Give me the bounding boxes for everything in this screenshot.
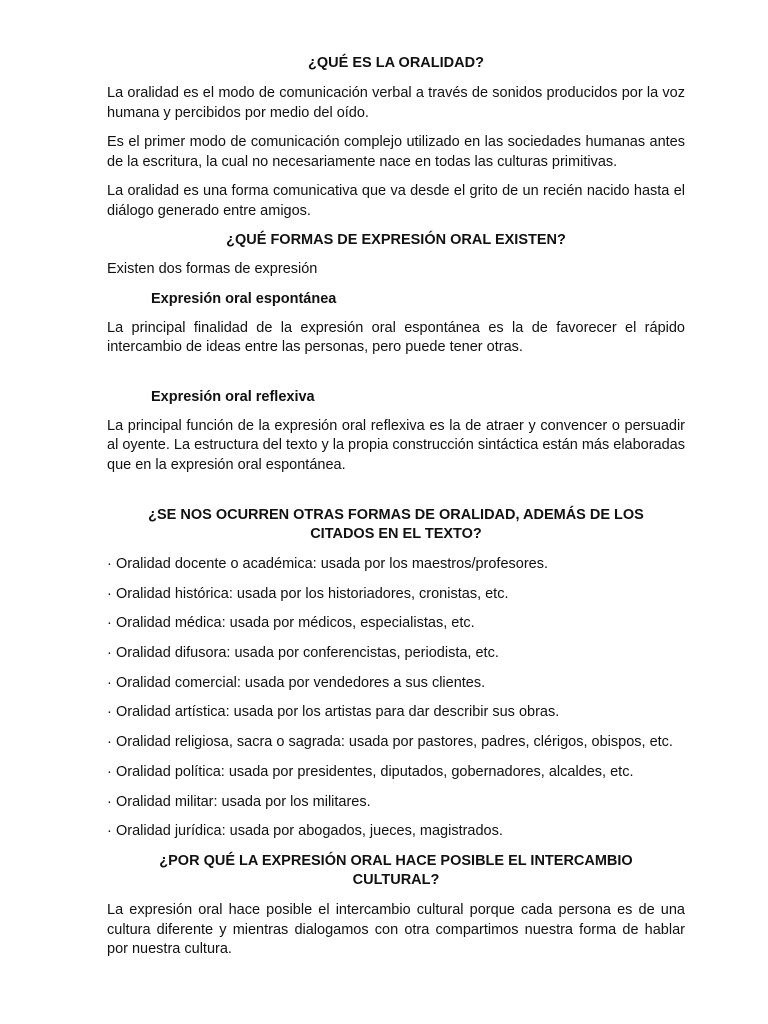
paragraph-reflexiva: La principal función de la expresión oral reflexiva es la de atraer y convencer o persuadir al oyente. La estructura del texto y la propia construcción sintáctica están más elaboradas que en la expresión oral espontánea. xyxy=(107,417,685,473)
list-item xyxy=(107,793,685,812)
heading-otras-formas-line1: ¿SE NOS OCURREN OTRAS FORMAS DE ORALIDAD, ADEMÁS DE LOS xyxy=(148,507,644,523)
list-item-text: Oralidad política: usada por presidentes, diputados, gobernadores, alcaldes, etc. xyxy=(116,763,634,780)
paragraph-primer-modo: Es el primer modo de comunicación complejo utilizado en las sociedades humanas antes de la escritura, la cual no necesariamente nace en todas las culturas primitivas. xyxy=(107,134,685,170)
heading-otras-formas xyxy=(107,506,685,544)
list-item-text: Oralidad comercial: usada por vendedores a sus clientes. xyxy=(116,674,486,691)
bullet-icon: · xyxy=(107,763,112,780)
list-item xyxy=(107,674,685,693)
heading-otras-formas-line2: CITADOS EN EL TEXTO? xyxy=(310,526,482,542)
list-item-text: Oralidad religiosa, sacra o sagrada: usada por pastores, padres, clérigos, obispos, etc. xyxy=(116,734,673,751)
bullet-icon: · xyxy=(107,615,112,632)
heading-que-es-oralidad: ¿QUÉ ES LA ORALIDAD? xyxy=(308,55,484,71)
heading-intercambio-line2: CULTURAL? xyxy=(352,872,440,889)
paragraph-forma-comunicativa: La oralidad es una forma comunicativa que va desde el grito de un recién nacido hasta el diálogo generado entre amigos. xyxy=(107,183,685,219)
list-item-text: Oralidad jurídica: usada por abogados, jueces, magistrados. xyxy=(116,823,503,840)
bullet-icon: · xyxy=(107,793,112,810)
list-item xyxy=(107,822,685,841)
paragraph-espontanea: La principal finalidad de la expresión oral espontánea es la de favorecer el rápido intercambio de ideas entre las personas, pero puede tener otras. xyxy=(107,319,685,355)
bullet-icon: · xyxy=(107,704,112,721)
list-item xyxy=(107,703,685,722)
subheading-reflexiva: Expresión oral reflexiva xyxy=(151,388,315,405)
list-item-text: Oralidad médica: usada por médicos, especialistas, etc. xyxy=(116,615,475,632)
list-item xyxy=(107,614,685,633)
list-item xyxy=(107,555,685,574)
subheading-espontanea: Expresión oral espontánea xyxy=(151,290,337,307)
document-page xyxy=(107,54,685,960)
list-item xyxy=(107,733,685,752)
list-item xyxy=(107,763,685,782)
list-item-text: Oralidad histórica: usada por los historiadores, cronistas, etc. xyxy=(116,585,509,602)
heading-formas-expresion: ¿QUÉ FORMAS DE EXPRESIÓN ORAL EXISTEN? xyxy=(226,232,566,248)
paragraph-oralidad-definicion: La oralidad es el modo de comunicación verbal a través de sonidos producidos por la voz humana y percibidos por medio del oído. xyxy=(107,85,685,121)
bullet-icon: · xyxy=(107,556,112,572)
list-item-text: Oralidad difusora: usada por conferencistas, periodista, etc. xyxy=(116,645,499,662)
heading-intercambio-cultural xyxy=(107,852,685,890)
list-item-text: Oralidad artística: usada por los artistas para dar describir sus obras. xyxy=(116,704,560,721)
bullet-icon: · xyxy=(107,674,112,691)
bullet-icon: · xyxy=(107,645,112,662)
list-item-text: Oralidad docente o académica: usada por los maestros/profesores. xyxy=(116,556,549,572)
bullet-icon: · xyxy=(107,734,112,751)
paragraph-existen-dos-formas: Existen dos formas de expresión xyxy=(107,261,318,277)
list-item xyxy=(107,644,685,663)
list-item-text: Oralidad militar: usada por los militares. xyxy=(116,793,371,810)
oralidad-forms-list xyxy=(107,555,685,841)
paragraph-intercambio-cultural: La expresión oral hace posible el intercambio cultural porque cada persona es de una cultura diferente y mientras dialogamos con otra compartimos nuestra forma de hablar por nuestra cultura. xyxy=(107,902,685,958)
list-item xyxy=(107,585,685,604)
bullet-icon: · xyxy=(107,585,112,602)
heading-intercambio-line1: ¿POR QUÉ LA EXPRESIÓN ORAL HACE POSIBLE EL INTERCAMBIO xyxy=(159,853,633,870)
bullet-icon: · xyxy=(107,823,112,840)
